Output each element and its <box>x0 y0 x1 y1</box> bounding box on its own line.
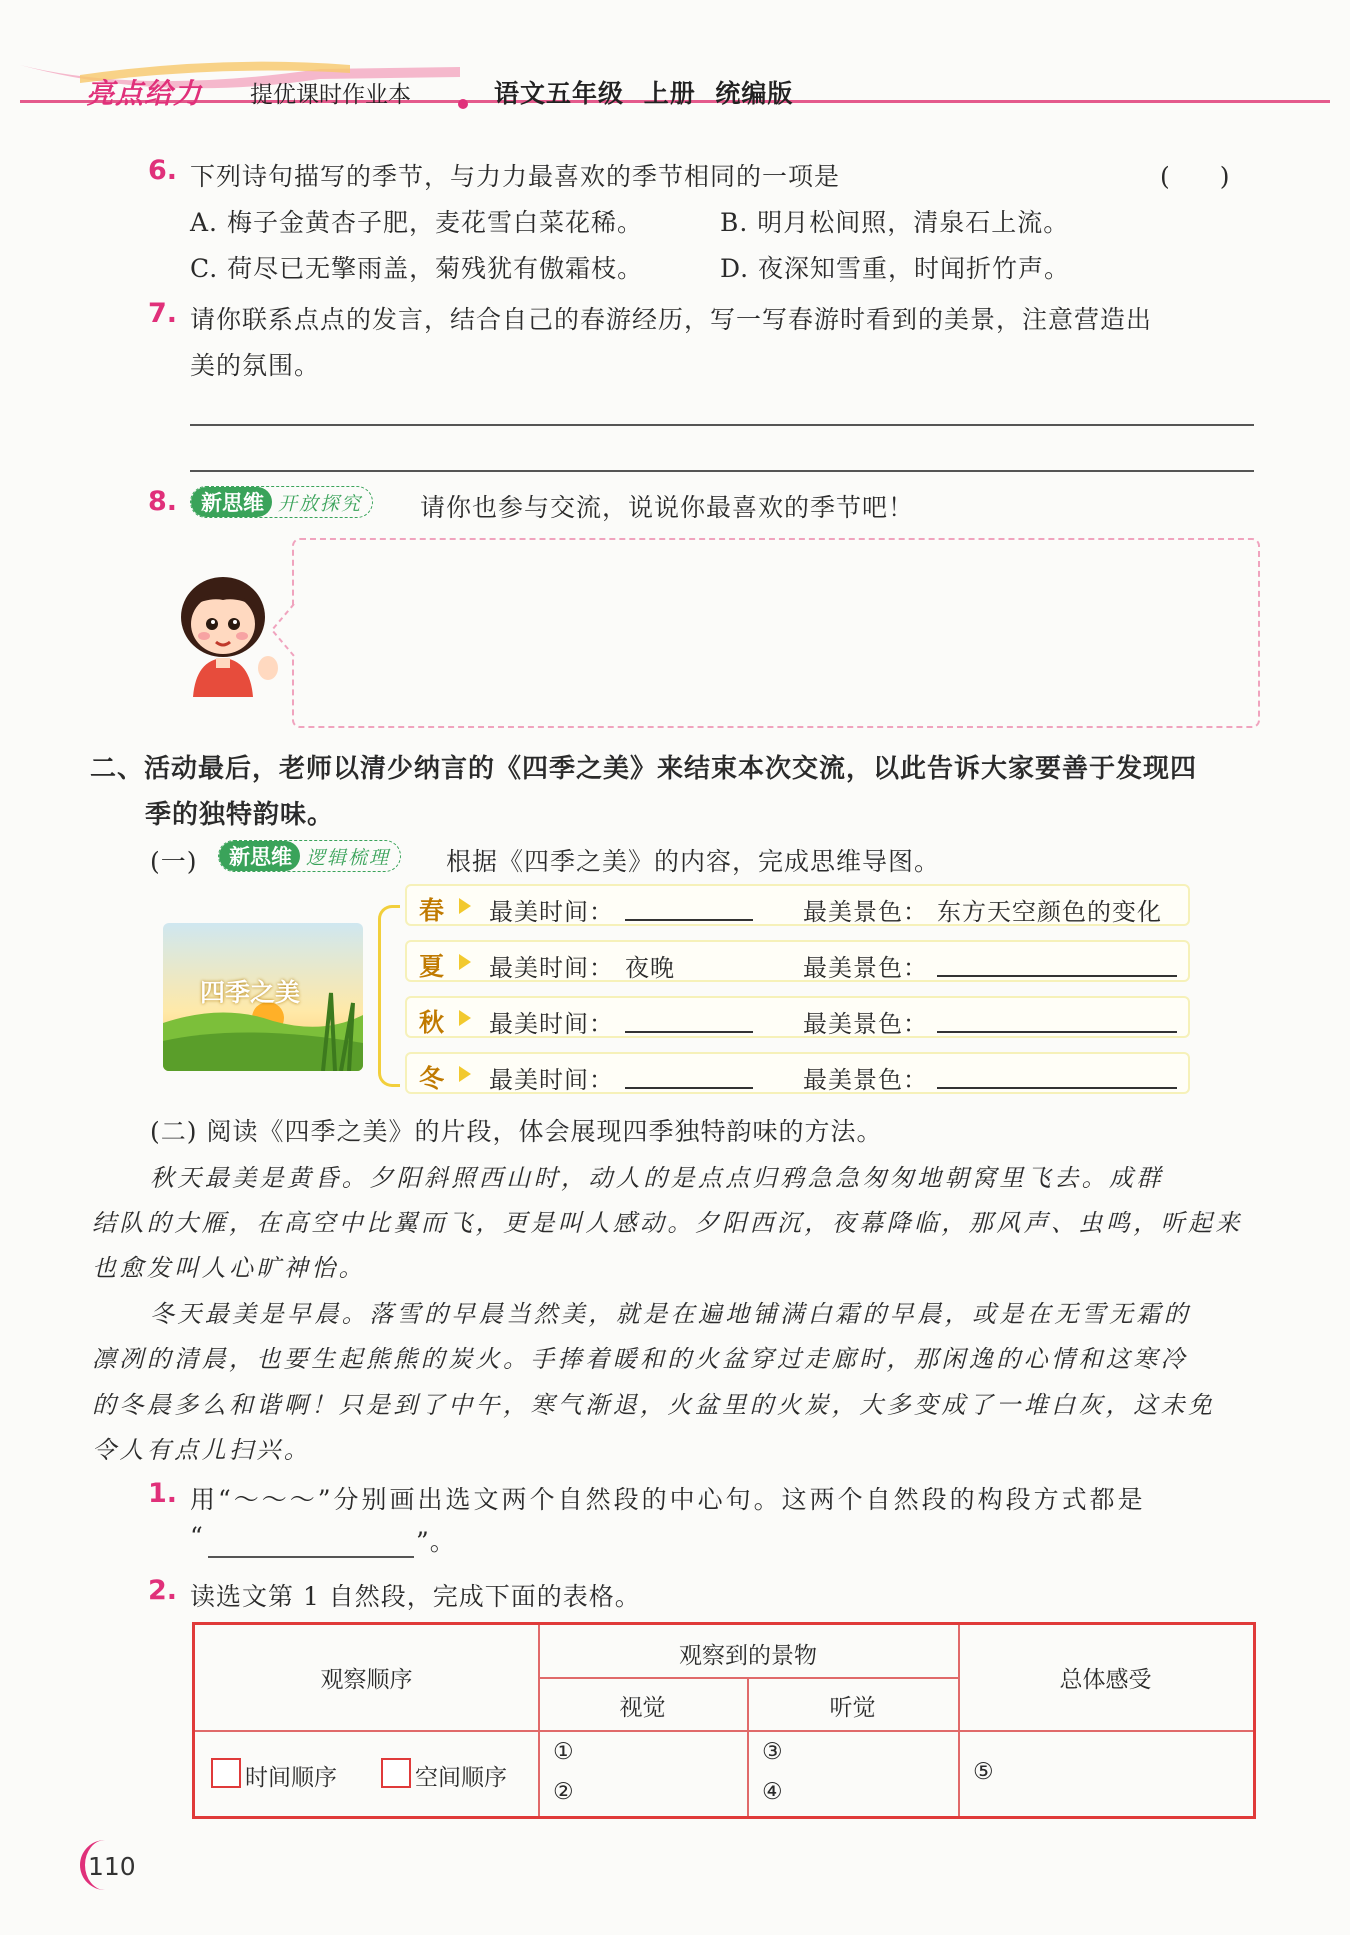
sub1-answer-blank[interactable] <box>208 1556 414 1558</box>
q8-number: 8. <box>148 486 178 517</box>
girl-illustration-icon <box>168 572 288 697</box>
time-blank[interactable] <box>625 1087 753 1089</box>
scene-value: 东方天空颜色的变化 <box>937 898 1162 926</box>
checkbox-time-order[interactable] <box>211 1758 241 1788</box>
page-number: 110 <box>88 1852 136 1881</box>
season-label: 春 <box>419 896 445 925</box>
section2-heading-line2: 季的独特韵味。 <box>145 800 335 830</box>
brand-logo: 亮点给力 <box>86 77 203 110</box>
arrow-icon <box>459 1010 471 1026</box>
time-label: 最美时间： <box>489 1010 614 1038</box>
scene-blank[interactable] <box>937 975 1177 977</box>
passage-p1-line1: 秋天最美是黄昏。夕阳斜照西山时，动人的是点点归鸦急急匆匆地朝窝里飞去。成群 <box>150 1164 1164 1192</box>
scene-label: 最美景色： <box>803 1010 928 1038</box>
header-audio: 听觉 <box>829 1695 876 1721</box>
scene-label: 最美景色： <box>803 954 928 982</box>
q8-text: 请你也参与交流，说说你最喜欢的季节吧！ <box>420 493 915 522</box>
mindmap-row-autumn <box>405 996 1190 1038</box>
scene-blank[interactable] <box>937 1031 1177 1033</box>
passage-p2-line1: 冬天最美是早晨。落雪的早晨当然美，就是在遍地铺满白霜的早晨，或是在无雪无霜的 <box>150 1300 1192 1328</box>
part1-badge <box>218 840 401 872</box>
sub1-open-quote: “ <box>190 1522 204 1551</box>
scene-label: 最美景色： <box>803 1066 928 1094</box>
q6-option-a: A. 梅子金黄杏子肥，麦花雪白菜花稀。 <box>190 208 643 237</box>
part2-text: (二) 阅读《四季之美》的片段，体会展现四季独特韵味的方法。 <box>150 1117 883 1146</box>
q6-answer-paren[interactable]: ( ) <box>1160 162 1230 191</box>
observation-table <box>192 1622 1256 1819</box>
table-divider <box>195 1730 1253 1732</box>
sub1-number: 1. <box>148 1478 178 1509</box>
time-blank[interactable] <box>625 1031 753 1033</box>
season-label: 秋 <box>419 1008 445 1037</box>
badge-sub: 逻辑梳理 <box>306 846 391 869</box>
sub2-text: 读选文第 1 自然段，完成下面的表格。 <box>190 1582 641 1611</box>
table-divider <box>958 1625 960 1816</box>
sub1-line1: 用“～～～”分别画出选文两个自然段的中心句。这两个自然段的构段方式都是 <box>190 1485 1146 1514</box>
season-label: 冬 <box>419 1064 445 1093</box>
marker-3[interactable]: ③ <box>762 1739 783 1765</box>
book-title: 语文五年级 上册 统编版 <box>494 79 794 108</box>
sub2-number: 2. <box>148 1575 178 1606</box>
badge-main: 新思维 <box>219 841 300 871</box>
header-visual: 视觉 <box>619 1695 666 1721</box>
table-divider <box>538 1677 958 1679</box>
time-label: 最美时间： <box>489 954 614 982</box>
passage-p1-line3: 也愈发叫人心旷神怡。 <box>92 1254 366 1282</box>
mindmap-brace <box>378 905 400 1087</box>
q6-option-d: D. 夜深知雪重，时闻折竹声。 <box>720 254 1071 283</box>
q6-stem: 下列诗句描写的季节，与力力最喜欢的季节相同的一项是 <box>190 162 841 191</box>
marker-1[interactable]: ① <box>553 1739 574 1765</box>
sub1-close-quote: ”。 <box>416 1527 456 1556</box>
series-title: 提优课时作业本 <box>250 82 411 108</box>
header-feeling: 总体感受 <box>1059 1667 1152 1693</box>
option-time-order: 时间顺序 <box>245 1765 337 1791</box>
q7-line1: 请你联系点点的发言，结合自己的春游经历，写一写春游时看到的美景，注意营造出 <box>190 305 1153 334</box>
header-scene: 观察到的景物 <box>679 1643 817 1669</box>
passage-p2-line4: 令人有点儿扫兴。 <box>92 1436 312 1464</box>
time-blank[interactable] <box>625 919 753 921</box>
q7-answer-line-1[interactable] <box>190 424 1254 426</box>
q6-option-b: B. 明月松间照，清泉石上流。 <box>720 208 1070 237</box>
mindmap-center-label: 四季之美 <box>200 978 301 1007</box>
marker-5[interactable]: ⑤ <box>973 1759 994 1785</box>
passage-p2-line3: 的冬晨多么和谐啊！只是到了中午，寒气渐退，火盆里的火炭，大多变成了一堆白灰，这未免 <box>92 1391 1216 1419</box>
mindmap-row-summer <box>405 940 1190 982</box>
checkbox-space-order[interactable] <box>381 1758 411 1788</box>
q7-number: 7. <box>148 298 178 329</box>
passage-p2-line2: 凛冽的清晨，也要生起熊熊的炭火。手捧着暖和的火盆穿过走廊时，那闲逸的心情和这寒冷 <box>92 1345 1188 1373</box>
header-order: 观察顺序 <box>320 1667 413 1693</box>
arrow-icon <box>459 898 471 914</box>
scene-label: 最美景色： <box>803 898 928 926</box>
section2-heading-line1: 二、活动最后，老师以清少纳言的《四季之美》来结束本次交流，以此告诉大家要善于发现四 <box>90 754 1198 784</box>
arrow-icon <box>459 954 471 970</box>
time-label: 最美时间： <box>489 1066 614 1094</box>
badge-main: 新思维 <box>191 487 272 517</box>
marker-2[interactable]: ② <box>553 1779 574 1805</box>
time-label: 最美时间： <box>489 898 614 926</box>
season-label: 夏 <box>419 952 445 981</box>
time-value: 夜晚 <box>625 954 675 982</box>
mindmap-row-spring <box>405 884 1190 926</box>
option-space-order: 空间顺序 <box>415 1765 507 1791</box>
scene-blank[interactable] <box>937 1087 1177 1089</box>
q6-number: 6. <box>148 155 178 186</box>
part1-prefix: (一) <box>150 847 198 876</box>
marker-4[interactable]: ④ <box>762 1779 783 1805</box>
header-dot <box>458 99 468 109</box>
mindmap-row-winter <box>405 1052 1190 1094</box>
q7-line2: 美的氛围。 <box>190 351 321 380</box>
passage-p1-line2: 结队的大雁，在高空中比翼而飞，更是叫人感动。夕阳西沉，夜幕降临，那风声、虫鸣，听起来 <box>92 1209 1243 1237</box>
arrow-icon <box>459 1066 471 1082</box>
q8-badge <box>190 486 373 518</box>
q6-option-c: C. 荷尽已无擎雨盖，菊残犹有傲霜枝。 <box>190 254 644 283</box>
q8-answer-box[interactable] <box>292 538 1260 728</box>
part1-text: 根据《四季之美》的内容，完成思维导图。 <box>446 847 941 876</box>
badge-sub: 开放探究 <box>278 492 363 515</box>
q7-answer-line-2[interactable] <box>190 470 1254 472</box>
